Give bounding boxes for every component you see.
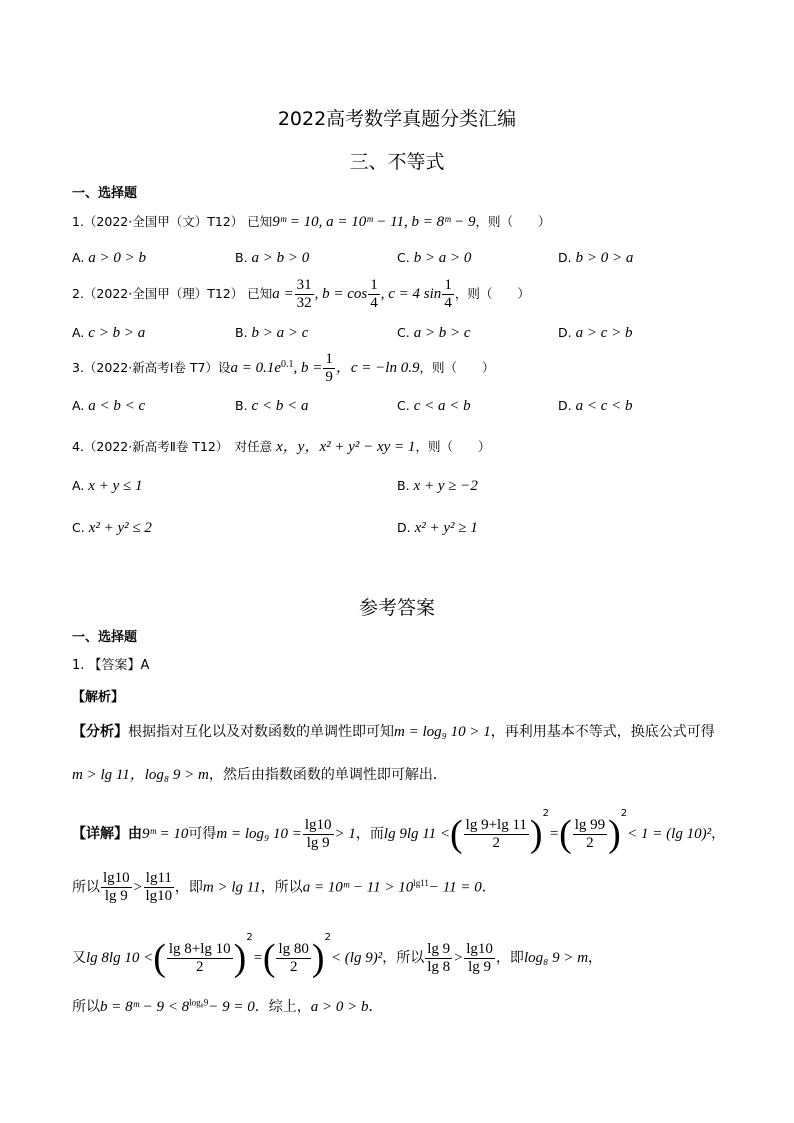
q2-prefix: 2.（2022·全国甲（理）T12） bbox=[72, 286, 244, 301]
q2-option-b bbox=[235, 325, 308, 342]
option-expr: x² + y² ≥ 1 bbox=[414, 520, 478, 536]
q1-option-a bbox=[72, 250, 146, 267]
option-expr: c < b < a bbox=[251, 398, 309, 414]
text: ． bbox=[368, 999, 383, 1015]
math: m > lg 11 bbox=[202, 879, 261, 896]
option-expr: a > 0 > b bbox=[88, 250, 147, 266]
q3-a-exponent: 0.1 bbox=[281, 358, 294, 370]
fraction bbox=[276, 941, 310, 976]
text: ，所以 bbox=[260, 879, 303, 896]
math: < 1 = (lg 10)² bbox=[627, 826, 712, 842]
denominator: lg10 bbox=[145, 888, 173, 904]
fenxi-text2: ，再利用基本不等式，换底公式可得 bbox=[490, 724, 715, 740]
option-label: B. bbox=[397, 478, 410, 493]
fenxi-line2-math: m > lg 11，log₈ 9 > m bbox=[72, 767, 209, 783]
right-paren: ) bbox=[608, 813, 621, 855]
q2-c: , c = 4 sin bbox=[380, 286, 442, 302]
math: a = 10ᵐ − 11 > 10 bbox=[302, 879, 414, 896]
math: b = 8ᵐ − 9 < 8 bbox=[100, 999, 190, 1015]
fraction bbox=[144, 870, 174, 905]
numerator: 1 bbox=[370, 277, 378, 293]
math: a > 0 > b bbox=[310, 999, 369, 1015]
q2-option-d bbox=[558, 325, 633, 342]
option-expr: a > b > 0 bbox=[251, 250, 310, 266]
numerator: lg10 bbox=[304, 816, 332, 833]
q3-b: , b = bbox=[293, 360, 323, 376]
numerator: lg 9 bbox=[427, 940, 451, 957]
q4-option-a bbox=[72, 478, 142, 495]
answers-section-heading: 一、选择题 bbox=[72, 630, 138, 645]
q4-math: x，y，x² + y² − xy = 1 bbox=[276, 439, 416, 455]
text: 所以 bbox=[72, 999, 100, 1015]
chapter-title: 三、不等式 bbox=[349, 151, 445, 173]
option-expr: b > 0 > a bbox=[575, 250, 634, 266]
fenxi-math: m = log₉ 10 > 1 bbox=[394, 724, 491, 740]
denominator: 4 bbox=[444, 295, 452, 311]
q4-prefix: 4.（2022·新高考Ⅱ卷 T12） 对任意 bbox=[72, 439, 273, 454]
numerator: lg10 bbox=[466, 940, 493, 957]
numerator: lg11 bbox=[145, 870, 172, 886]
question-2 bbox=[72, 277, 530, 312]
numerator: 31 bbox=[296, 277, 312, 293]
q3-b-fraction bbox=[323, 351, 335, 386]
math: − 11 = 0 bbox=[428, 879, 482, 896]
detail-line-2 bbox=[72, 870, 496, 905]
analysis-fenxi-line2 bbox=[72, 763, 447, 784]
text: 可得 bbox=[188, 826, 217, 842]
analysis-heading: 【解析】 bbox=[72, 690, 125, 705]
question-3 bbox=[72, 351, 494, 386]
question-1 bbox=[72, 212, 551, 231]
option-expr: a > c > b bbox=[575, 325, 633, 341]
q3-prefix: 3.（2022·新高考Ⅰ卷 T7）设 bbox=[72, 360, 231, 375]
detail-line-4 bbox=[72, 996, 383, 1016]
option-label: A. bbox=[72, 478, 85, 493]
left-paren: ( bbox=[153, 937, 166, 979]
text: ．综上， bbox=[254, 999, 311, 1015]
q3-option-a bbox=[72, 398, 145, 415]
math: > bbox=[453, 950, 464, 966]
fraction bbox=[464, 817, 529, 852]
q4-option-c bbox=[72, 520, 152, 537]
q1-prefix: 1.（2022·全国甲（文）T12） bbox=[72, 214, 244, 229]
left-paren: ( bbox=[450, 813, 463, 855]
math: m = log₉ 10 = bbox=[216, 826, 302, 842]
math: = bbox=[548, 826, 560, 842]
fenxi-line2-text: ，然后由指数函数的单调性即可解出． bbox=[208, 767, 447, 783]
text: ， bbox=[588, 950, 603, 966]
right-paren: ) bbox=[233, 937, 247, 979]
q2-a: a = bbox=[272, 286, 294, 302]
analysis-fenxi bbox=[72, 721, 715, 741]
math: > 1 bbox=[334, 826, 356, 842]
q1-math: 9ᵐ = 10, a = 10ᵐ − 11, b = 8ᵐ − 9 bbox=[272, 214, 476, 230]
text: ，而 bbox=[355, 826, 384, 842]
numerator: lg 99 bbox=[574, 816, 606, 833]
option-expr: a < c < b bbox=[575, 398, 633, 414]
option-label: C. bbox=[72, 520, 85, 535]
numerator: 1 bbox=[325, 351, 333, 367]
q2-option-a bbox=[72, 325, 145, 342]
q3-option-c bbox=[397, 398, 471, 415]
q3-suffix: ，则（ ） bbox=[419, 360, 495, 375]
denominator: 2 bbox=[289, 958, 298, 975]
q2-c-fraction bbox=[442, 277, 454, 312]
q3-c: ，c = −ln 0.9 bbox=[335, 360, 420, 376]
fraction bbox=[573, 817, 607, 852]
fenxi-label: 【分析】 bbox=[72, 724, 128, 740]
q4-option-d bbox=[397, 520, 478, 537]
option-expr: a < b < c bbox=[88, 398, 146, 414]
option-label: C. bbox=[397, 398, 410, 413]
option-label: C. bbox=[397, 325, 410, 340]
option-label: D. bbox=[397, 520, 411, 535]
right-paren: ) bbox=[529, 813, 543, 855]
option-expr: x² + y² ≤ 2 bbox=[88, 520, 152, 536]
denominator: lg 9 bbox=[468, 958, 492, 975]
question-4 bbox=[72, 435, 490, 456]
option-label: C. bbox=[397, 250, 410, 265]
left-paren: ( bbox=[559, 813, 572, 855]
math: 9ᵐ = 10 bbox=[142, 826, 189, 842]
denominator: lg 8 bbox=[427, 958, 451, 975]
fraction bbox=[167, 941, 233, 976]
option-label: D. bbox=[558, 325, 572, 340]
fraction bbox=[101, 870, 132, 905]
exponent: lg11 bbox=[413, 877, 429, 888]
text: 又 bbox=[72, 950, 86, 966]
option-label: A. bbox=[72, 250, 85, 265]
option-expr: b > a > 0 bbox=[413, 250, 472, 266]
q2-stem: 已知 bbox=[247, 286, 273, 301]
option-label: A. bbox=[72, 398, 85, 413]
exponent: log₈9 bbox=[189, 997, 209, 1008]
q4-suffix: ，则（ ） bbox=[415, 439, 491, 454]
math: = bbox=[252, 950, 263, 966]
text: ， bbox=[711, 826, 726, 842]
text: 所以 bbox=[72, 879, 100, 896]
denominator: 2 bbox=[492, 834, 501, 851]
numerator: lg10 bbox=[103, 870, 130, 886]
option-label: B. bbox=[235, 250, 248, 265]
numerator: lg 9+lg 11 bbox=[465, 816, 527, 833]
option-label: B. bbox=[235, 398, 248, 413]
text: ，即 bbox=[495, 950, 524, 966]
q3-option-d bbox=[558, 398, 633, 415]
option-label: A. bbox=[72, 325, 85, 340]
left-paren: ( bbox=[262, 937, 276, 979]
denominator: 9 bbox=[325, 369, 333, 385]
denominator: lg 9 bbox=[306, 834, 330, 851]
math: − 9 = 0 bbox=[208, 999, 255, 1015]
q1-option-c bbox=[397, 250, 471, 267]
numerator: lg 80 bbox=[278, 940, 309, 957]
right-paren: ) bbox=[311, 937, 325, 979]
q1-option-b bbox=[235, 250, 309, 267]
q2-suffix: ，则（ ） bbox=[454, 286, 530, 301]
math: lg 8lg 10 < bbox=[86, 950, 154, 966]
q3-a: a = 0.1e bbox=[230, 360, 281, 376]
denominator: 2 bbox=[586, 834, 594, 851]
detail-line-1: 【详解】由9ᵐ = 10可得m = log₉ 10 = $\frac{\lg 10}{\lg 9}$ > 1，而lg 9lg 11 <( $\frac{\lg 9+\lg 11}{2}$ )$^2$=( $\frac{\lg 99}{2}$ )$^2$< 1 = (lg 10)²， bbox=[72, 808, 726, 855]
q2-option-c bbox=[397, 325, 471, 342]
option-expr: x + y ≥ −2 bbox=[413, 478, 478, 494]
q4-option-b bbox=[397, 478, 478, 495]
numerator: 1 bbox=[444, 277, 452, 293]
text: ，所以 bbox=[382, 950, 425, 966]
q2-b: , b = cos bbox=[314, 286, 368, 302]
q1-option-d bbox=[558, 250, 633, 267]
detail-label: 【详解】由 bbox=[72, 826, 142, 842]
numerator: lg 8+lg 10 bbox=[168, 940, 231, 957]
q3-option-b bbox=[235, 398, 308, 415]
fraction bbox=[303, 817, 334, 852]
option-expr: c > b > a bbox=[88, 325, 146, 341]
math: > bbox=[132, 879, 143, 896]
denominator: 32 bbox=[296, 295, 312, 311]
option-expr: x + y ≤ 1 bbox=[88, 478, 143, 494]
denominator: 2 bbox=[196, 958, 204, 975]
denominator: lg 9 bbox=[104, 888, 128, 904]
answer-1: 1. 【答案】A bbox=[72, 658, 150, 673]
option-label: D. bbox=[558, 398, 572, 413]
section-heading-choice: 一、选择题 bbox=[72, 186, 138, 201]
detail-line-3: 又lg 8lg 10 <( $\frac{\lg 8+\lg 10}{2}$ )$^2$=( $\frac{\lg 80}{2}$ )$^2$< (lg 9)²，所以 $\frac{\lg 9}{\lg 8}$ > $\frac{\lg 10}{\lg 9}$ ，即log₈ 9 > m， bbox=[72, 932, 603, 979]
q1-stem: 已知 bbox=[247, 214, 273, 229]
fraction bbox=[464, 941, 495, 976]
denominator: 4 bbox=[370, 295, 378, 311]
math: lg 9lg 11 < bbox=[383, 826, 450, 842]
text: ，即 bbox=[174, 879, 203, 896]
option-expr: b > a > c bbox=[251, 325, 309, 341]
math: log₈ 9 > m bbox=[523, 950, 589, 966]
answers-title: 参考答案 bbox=[358, 597, 435, 619]
option-label: D. bbox=[558, 250, 572, 265]
q1-suffix: ，则（ ） bbox=[475, 214, 551, 229]
math: < (lg 9)² bbox=[330, 950, 383, 966]
q2-a-fraction bbox=[295, 277, 314, 312]
option-label: B. bbox=[235, 325, 248, 340]
fraction bbox=[425, 941, 452, 976]
option-expr: a > b > c bbox=[413, 325, 471, 341]
text: ． bbox=[481, 879, 496, 896]
option-expr: c < a < b bbox=[413, 398, 471, 414]
q2-b-fraction bbox=[368, 277, 380, 312]
fenxi-text: 根据指对互化以及对数函数的单调性即可知 bbox=[128, 724, 394, 740]
document-title: 2022高考数学真题分类汇编 bbox=[277, 108, 517, 130]
